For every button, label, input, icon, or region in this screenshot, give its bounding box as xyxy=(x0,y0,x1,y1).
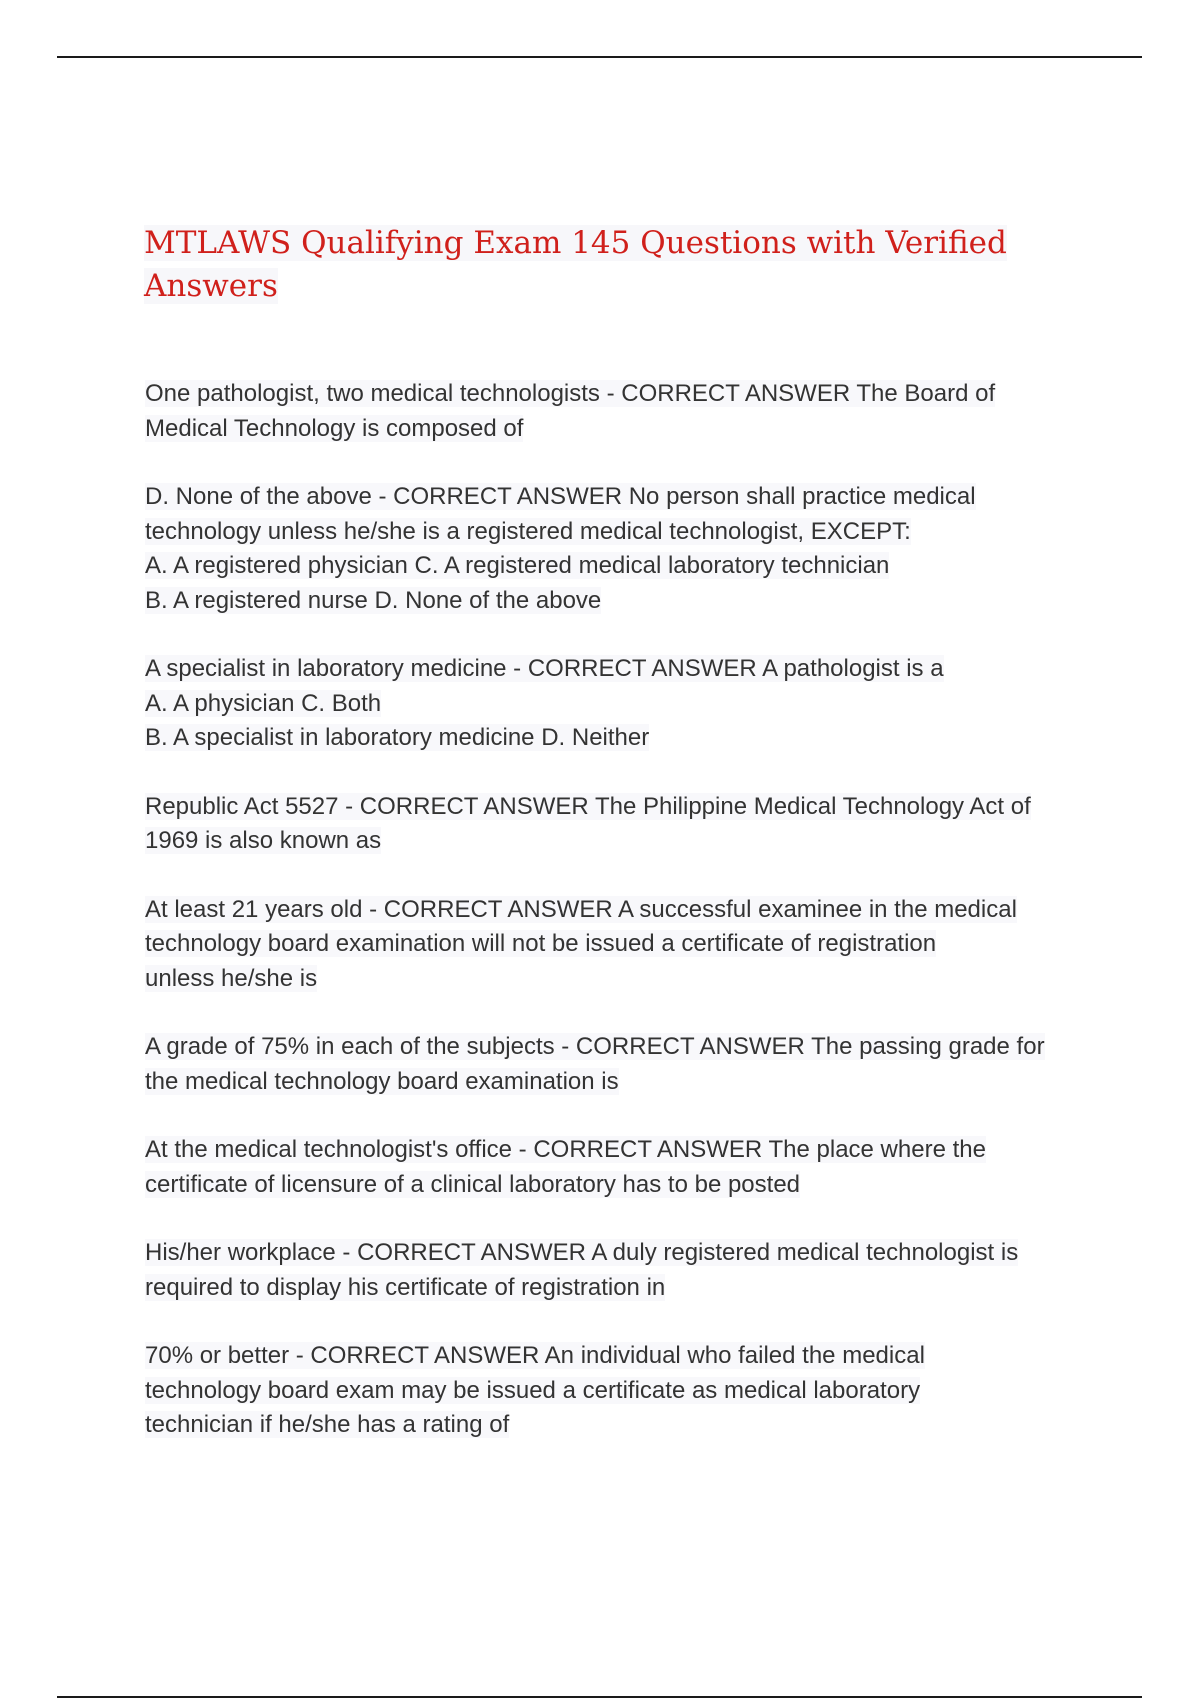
qa-line xyxy=(145,584,1085,619)
footer-rule xyxy=(57,1696,1142,1698)
qa-entry xyxy=(145,480,1085,618)
header-rule xyxy=(57,56,1142,58)
qa-line xyxy=(145,893,1085,928)
qa-line xyxy=(145,1271,1085,1306)
qa-line xyxy=(145,480,1085,515)
qa-line-text: B. A registered nurse D. None of the above xyxy=(145,586,602,614)
qa-line-text: Republic Act 5527 - CORRECT ANSWER The Philippine Medical Technology Act of xyxy=(145,792,1031,820)
qa-line-text: One pathologist, two medical technologists - CORRECT ANSWER The Board of xyxy=(145,380,996,407)
qa-line-text: unless he/she is xyxy=(145,964,318,992)
qa-line-text: A specialist in laboratory medicine - CORRECT ANSWER A pathologist is a xyxy=(145,655,944,682)
document-title-line: Answers xyxy=(144,268,278,304)
qa-line-text: the medical technology board examination is xyxy=(145,1067,619,1095)
qa-line xyxy=(145,1408,1085,1443)
qa-line-text: At the medical technologist's office - CORRECT ANSWER The place where the xyxy=(145,1136,986,1163)
qa-line xyxy=(145,412,1085,447)
qa-entry xyxy=(145,1236,1085,1305)
qa-entry xyxy=(145,1030,1085,1099)
qa-line xyxy=(145,1374,1085,1409)
qa-line-text: D. None of the above - CORRECT ANSWER No person shall practice medical xyxy=(145,483,976,510)
qa-line xyxy=(145,962,1085,997)
qa-line-text: 1969 is also known as xyxy=(145,827,382,854)
qa-entry xyxy=(145,1133,1085,1202)
document-title xyxy=(144,222,1064,308)
qa-line xyxy=(145,1168,1085,1203)
qa-line-text: technology board exam may be issued a certificate as medical laboratory xyxy=(145,1376,921,1404)
qa-line xyxy=(145,687,1085,722)
qa-line xyxy=(145,1030,1085,1065)
qa-line-text: certificate of licensure of a clinical laboratory has to be posted xyxy=(145,1170,801,1198)
qa-line xyxy=(145,1236,1085,1271)
qa-entry xyxy=(145,652,1085,756)
qa-line xyxy=(145,377,1085,412)
qa-entry xyxy=(145,790,1085,859)
qa-line-text: 70% or better - CORRECT ANSWER An individual who failed the medical xyxy=(145,1342,925,1369)
qa-line xyxy=(145,721,1085,756)
qa-line-text: A. A physician C. Both xyxy=(145,689,382,717)
qa-line-text: technology board examination will not be issued a certificate of registration xyxy=(145,930,937,957)
qa-line-text: B. A specialist in laboratory medicine D. Neither xyxy=(145,724,650,751)
qa-line xyxy=(145,1065,1085,1100)
qa-line-text: technology unless he/she is a registered medical technologist, EXCEPT: xyxy=(145,517,911,545)
qa-line xyxy=(145,824,1085,859)
qa-line-text: At least 21 years old - CORRECT ANSWER A successful examinee in the medical xyxy=(145,895,1017,923)
qa-line-text: technician if he/she has a rating of xyxy=(145,1411,510,1438)
qa-list xyxy=(145,377,1085,1477)
qa-line-text: required to display his certificate of registration in xyxy=(145,1273,666,1301)
qa-line xyxy=(145,1339,1085,1374)
qa-line xyxy=(145,927,1085,962)
qa-entry xyxy=(145,377,1085,446)
qa-line xyxy=(145,515,1085,550)
qa-entry xyxy=(145,893,1085,997)
qa-line-text: Medical Technology is composed of xyxy=(145,414,524,442)
qa-line xyxy=(145,790,1085,825)
qa-line-text: A. A registered physician C. A registered medical laboratory technician xyxy=(145,552,890,579)
qa-line-text: A grade of 75% in each of the subjects - CORRECT ANSWER The passing grade for xyxy=(145,1033,1045,1060)
qa-line xyxy=(145,1133,1085,1168)
document-title-line: MTLAWS Qualifying Exam 145 Questions with Verified xyxy=(144,225,1007,261)
qa-line xyxy=(145,549,1085,584)
qa-entry xyxy=(145,1339,1085,1443)
qa-line-text: His/her workplace - CORRECT ANSWER A duly registered medical technologist is xyxy=(145,1239,1019,1266)
qa-line xyxy=(145,652,1085,687)
